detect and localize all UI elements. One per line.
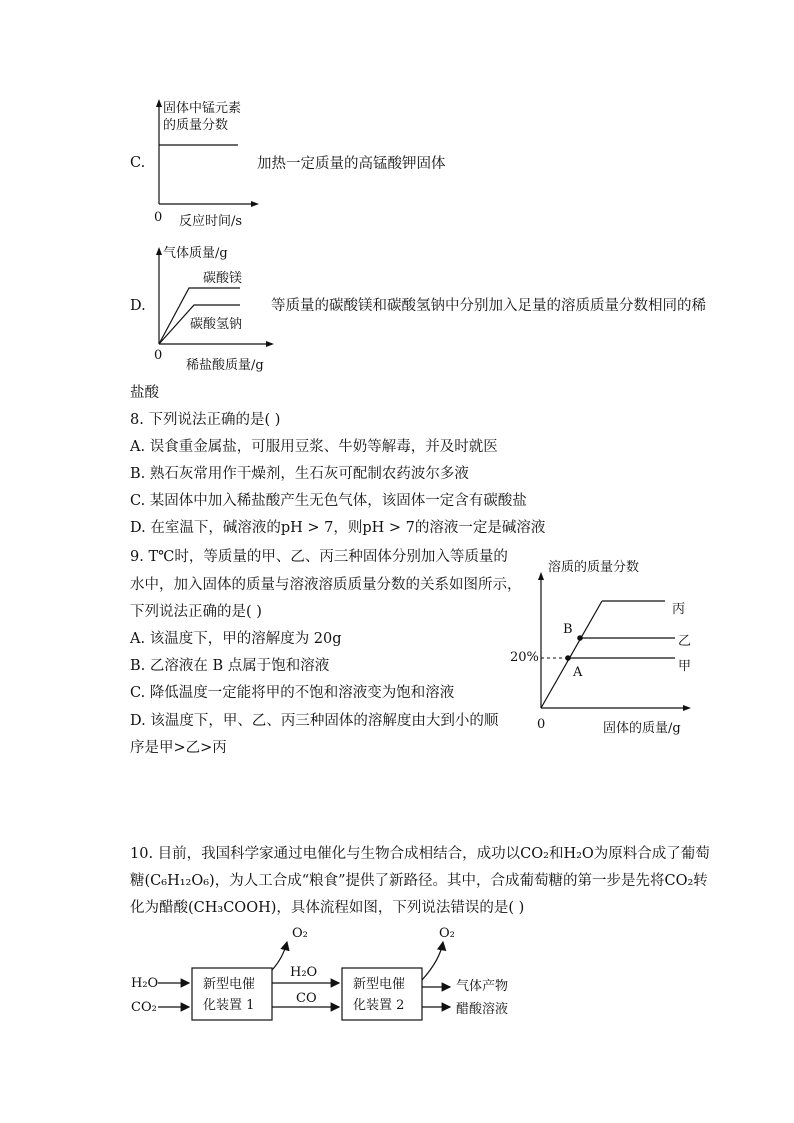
q9-option-d-cont: 序是甲>乙>丙 — [130, 740, 227, 756]
q10-line2: 糖(C₆H₁₂O₆)，为人工合成“粮食”提供了新路径。其中，合成葡萄糖的第一步是先将CO₂转 — [130, 873, 708, 889]
graph-d-origin: 0 — [154, 348, 163, 363]
q8-option-a: A. 误食重金属盐，可服用豆浆、牛奶等解毒，并及时就医 — [130, 439, 498, 455]
graph-c-description: 加热一定质量的高锰酸钾固体 — [257, 156, 446, 172]
flow-device2-line1: 新型电催 — [353, 977, 406, 992]
flow-mid-co: CO — [296, 991, 317, 1006]
q8-option-c: C. 某固体中加入稀盐酸产生无色气体，该固体一定含有碳酸盐 — [130, 493, 527, 509]
chart-series-bing: 丙 — [672, 602, 686, 617]
q9-stem-line3: 下列说法正确的是( ) — [130, 604, 262, 620]
flow-mid-h2o: H₂O — [290, 965, 318, 980]
y-axis-arrow — [538, 572, 544, 580]
graph-d-xlabel: 稀盐酸质量/g — [186, 358, 264, 373]
q9-stem-line2: 水中，加入固体的质量与溶液溶质质量分数的关系如图所示， — [130, 577, 522, 593]
chart-point-b-label: B — [563, 622, 573, 637]
chart-point-a-label: A — [573, 665, 583, 680]
graph-c-origin: 0 — [154, 210, 163, 225]
graph-d-description: 等质量的碳酸镁和碳酸氢钠中分别加入足量的溶质质量分数相同的稀 — [271, 298, 706, 314]
flow-input-h2o: H₂O — [131, 976, 159, 991]
chart-series-yi: 乙 — [678, 634, 692, 649]
chart-series-jia: 甲 — [678, 659, 692, 674]
q10-line1: 10. 目前，我国科学家通过电催化与生物合成相结合，成功以CO₂和H₂O为原料合成了葡萄 — [130, 846, 710, 862]
q9-stem-line1: 9. T℃时，等质量的甲、乙、丙三种固体分别加入等质量的 — [130, 549, 508, 565]
option-c-label: C. — [130, 155, 146, 171]
graph-c-ylabel-1: 固体中锰元素 — [163, 101, 242, 116]
flow-product-acetic: 醋酸溶液 — [456, 1002, 509, 1017]
option-d-label: D. — [130, 298, 146, 314]
x-axis-arrow — [683, 705, 691, 711]
graph-c-ylabel-2: 的质量分数 — [163, 118, 229, 133]
q8-option-b: B. 熟石灰常用作干燥剂，生石灰可配制农药波尔多液 — [130, 466, 469, 482]
q8-stem: 8. 下列说法正确的是( ) — [130, 412, 281, 428]
q10-line3: 化为醋酸(CH₃COOH)，具体流程如图，下列说法错误的是( ) — [130, 900, 525, 916]
point-a — [565, 655, 571, 661]
q9-option-d: D. 该温度下，甲、乙、丙三种固体的溶解度由大到小的顺 — [130, 713, 499, 729]
point-b — [577, 635, 583, 641]
arrow-o2-1 — [272, 942, 287, 970]
q9-option-b: B. 乙溶液在 B 点属于饱和溶液 — [130, 658, 330, 674]
flow-input-co2: CO₂ — [131, 1000, 157, 1015]
flow-device2-line2: 化装置 2 — [353, 998, 405, 1013]
graph-d-series-bottom: 碳酸氢钠 — [190, 317, 243, 332]
flow-device1-line1: 新型电催 — [203, 977, 256, 992]
flow-device1-line2: 化装置 1 — [203, 998, 255, 1013]
graph-d-description-cont: 盐酸 — [130, 385, 159, 401]
flow-o2-2: O₂ — [439, 926, 455, 941]
graph-d-ylabel: 气体质量/g — [163, 246, 228, 261]
graph-c-xlabel: 反应时间/s — [179, 214, 243, 229]
rising-line — [541, 601, 602, 708]
chart-y-tick-20: 20% — [510, 650, 539, 665]
flow-product-gas: 气体产物 — [456, 979, 509, 994]
chart-xlabel: 固体的质量/g — [603, 721, 681, 736]
chart-ylabel: 溶质的质量分数 — [548, 560, 640, 575]
graph-d-series-top: 碳酸镁 — [203, 271, 243, 286]
chart-origin: 0 — [537, 717, 546, 732]
q8-option-d: D. 在室温下，碱溶液的pH > 7，则pH > 7的溶液一定是碱溶液 — [130, 520, 546, 536]
q9-option-a: A. 该温度下，甲的溶解度为 20g — [130, 631, 342, 647]
arrow-o2-2 — [422, 942, 443, 980]
solubility-chart-svg — [500, 550, 700, 740]
q9-option-c: C. 降低温度一定能将甲的不饱和溶液变为饱和溶液 — [130, 685, 455, 701]
flow-o2-1: O₂ — [292, 926, 308, 941]
